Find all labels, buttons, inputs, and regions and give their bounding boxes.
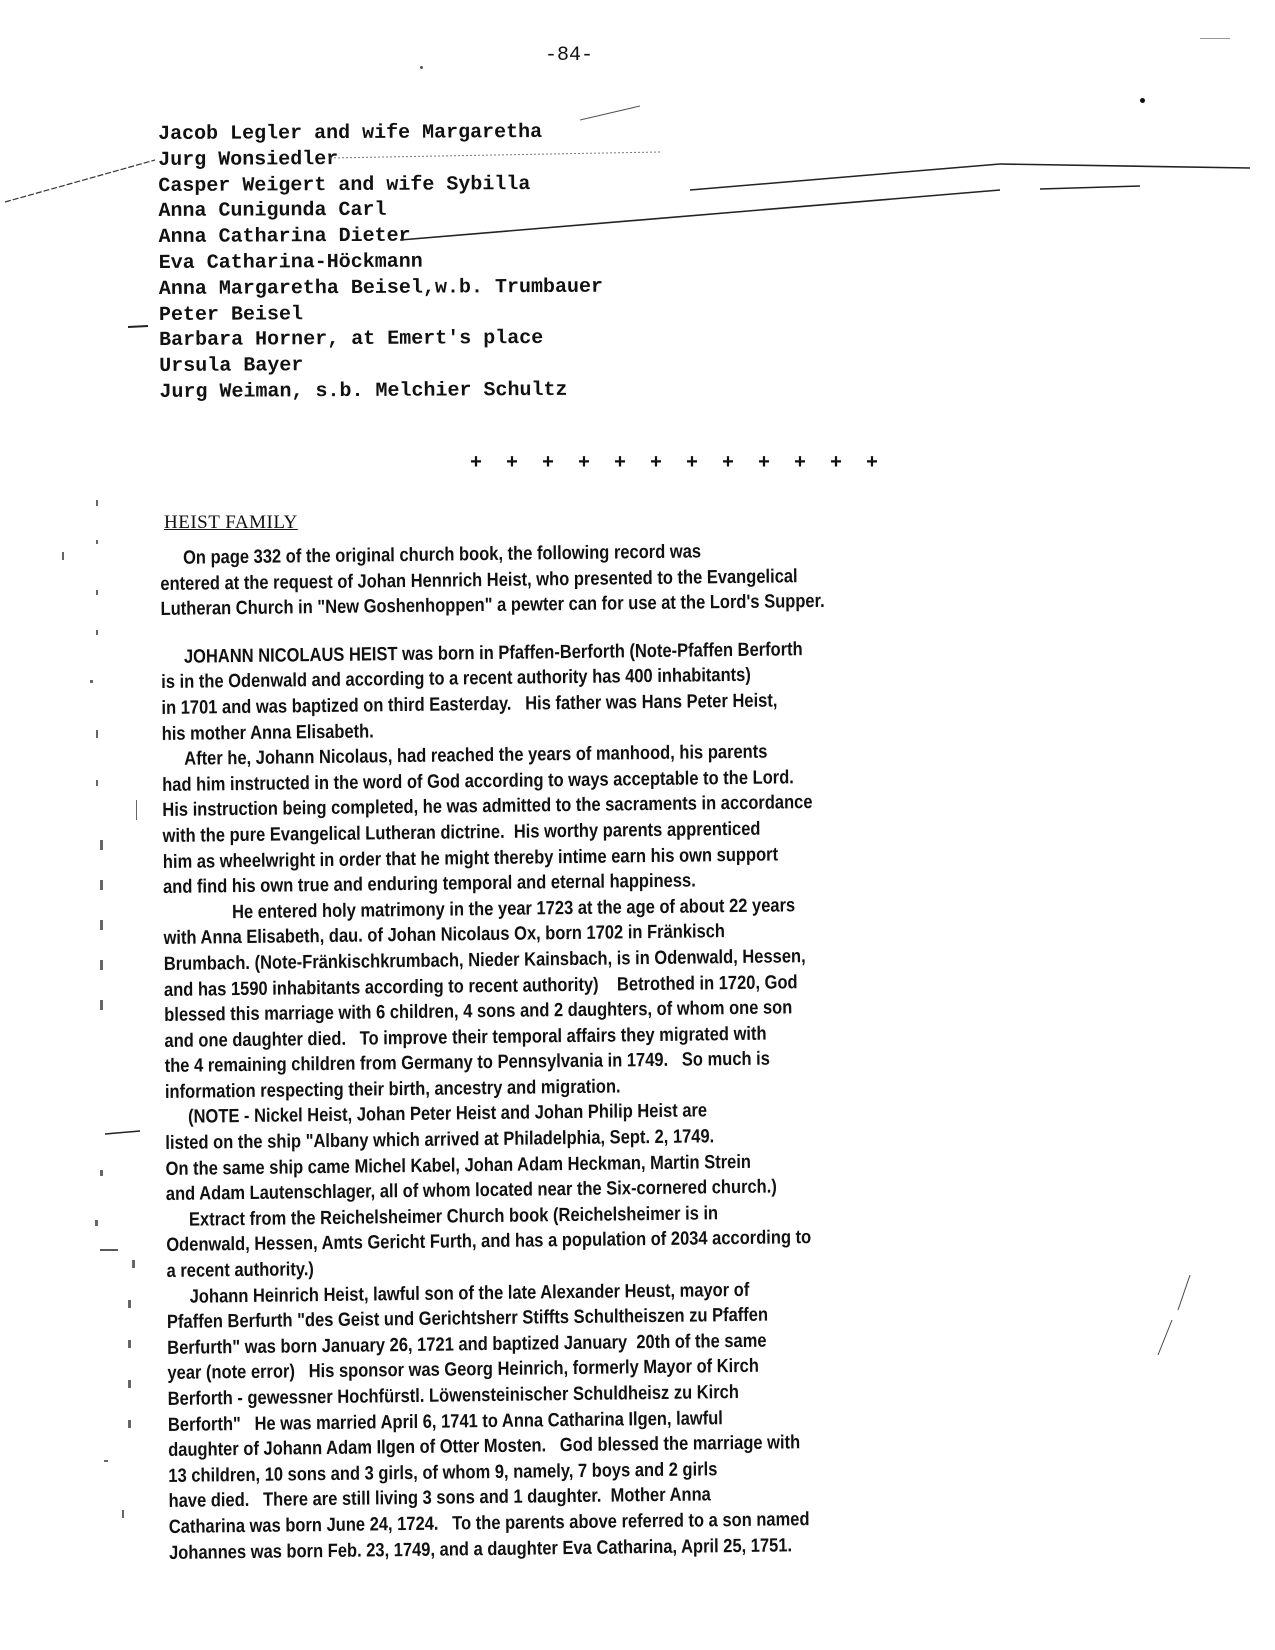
- page-number: -84-: [545, 44, 594, 67]
- scan-speck: [420, 66, 423, 69]
- text-line: and one daughter died. To improve their temporal affairs they migrated with: [164, 1023, 767, 1052]
- text-line: year (note error) His sponsor was Georg Heinrich, formerly Mayor of Kirch: [167, 1356, 759, 1385]
- name-entry: Eva Catharina-Höckmann: [158, 250, 423, 275]
- margin-artifacts: [0, 480, 160, 1580]
- text-line: 13 children, 10 sons and 3 girls, of whom 9, namely, 7 boys and 2 girls: [168, 1459, 718, 1487]
- scan-artifact-lines: [0, 90, 1275, 390]
- text-line: JOHANN NICOLAUS HEIST was born in Pfaffen-Berforth (Note-Pfaffen Berforth: [160, 638, 803, 668]
- text-line: and find his own true and enduring temporal and eternal happiness.: [162, 870, 696, 899]
- margin-speck: [95, 1220, 98, 1226]
- text-line: Extract from the Reichelsheimer Church book (Reichelsheimer is in: [165, 1203, 719, 1231]
- name-entry: Jurg Weiman, s.b. Melchier Schultz: [159, 378, 568, 404]
- scan-speck: [1140, 98, 1145, 103]
- name-entry: Anna Margaretha Beisel,w.b. Trumbauer: [158, 275, 604, 301]
- text-line: with Anna Elisabeth, dau. of Johan Nicolaus Ox, born 1702 in Fränkisch: [163, 921, 726, 950]
- text-line: Johannes was born Feb. 23, 1749, and a daughter Eva Catharina, April 25, 1751.: [168, 1534, 793, 1564]
- text-line: (NOTE - Nickel Heist, Johan Peter Heist and Johan Philip Heist are: [165, 1100, 708, 1129]
- margin-dash: [105, 1131, 140, 1134]
- text-line: Berforth - gewessner Hochfürstl. Löwensteinischer Schuldheisz zu Kirch: [167, 1381, 739, 1410]
- margin-speck: [90, 680, 93, 683]
- name-entry: Anna Catharina Dieter: [158, 224, 411, 250]
- margin-speck: [96, 630, 98, 635]
- name-entry: Casper Weigert and wife Sybilla: [158, 172, 531, 198]
- margin-speck: [128, 1420, 131, 1428]
- scan-line: [128, 326, 148, 327]
- scan-mark: [1200, 38, 1230, 39]
- margin-speck: [104, 1460, 108, 1462]
- margin-speck: [96, 590, 98, 595]
- text-line: have died. There are still living 3 sons and 1 daughter. Mother Anna: [168, 1484, 711, 1513]
- margin-speck: [100, 840, 103, 850]
- text-line: He entered holy matrimony in the year 1723 at the age of about 22 years: [163, 895, 796, 924]
- text-line: listed on the ship "Albany which arrived at Philadelphia, Sept. 2, 1749.: [165, 1126, 715, 1155]
- margin-speck: [96, 500, 98, 506]
- scan-stroke: [1178, 1275, 1190, 1310]
- text-line: Lutheran Church in "New Goshenhoppen" a pewter can for use at the Lord's Supper.: [160, 591, 825, 621]
- text-line: is in the Odenwald and according to a recent authority has 400 inhabitants): [161, 665, 751, 694]
- text-line: him as wheelwright in order that he might thereby intime earn his own support: [162, 844, 779, 873]
- text-line: Pfaffen Berfurth "des Geist und Gerichtsherr Stiffts Schultheiszen zu Pfaffen: [166, 1304, 769, 1334]
- scan-line: [1040, 186, 1140, 189]
- margin-speck: [136, 800, 137, 820]
- name-entry: Peter Beisel: [158, 302, 304, 327]
- text-line: Johann Heinrich Heist, lawful son of the late Alexander Heust, mayor of: [166, 1279, 750, 1308]
- margin-speck: [100, 880, 103, 890]
- scan-line: [690, 164, 1000, 190]
- body-text: [160, 535, 1064, 1566]
- section-title: HEIST FAMILY: [164, 512, 298, 533]
- text-line: daughter of Johann Adam Ilgen of Otter Mosten. God blessed the marriage with: [168, 1432, 801, 1462]
- scan-line: [400, 190, 1000, 240]
- margin-speck: [122, 1510, 124, 1518]
- scan-line: [5, 160, 155, 202]
- name-entry: Barbara Horner, at Emert's place: [159, 327, 544, 353]
- text-line: a recent authority.): [166, 1259, 314, 1282]
- scan-line: [1000, 164, 1250, 168]
- margin-speck: [128, 1340, 131, 1348]
- margin-speck: [100, 960, 103, 970]
- margin-speck: [96, 730, 98, 738]
- name-entry: Ursula Bayer: [159, 354, 304, 379]
- margin-speck: [128, 1380, 131, 1388]
- right-artifacts: [1150, 1270, 1210, 1390]
- text-line: had him instructed in the word of God according to ways acceptable to the Lord.: [162, 767, 794, 796]
- text-line: information respecting their birth, ancestry and migration.: [164, 1076, 621, 1103]
- text-line: Odenwald, Hessen, Amts Gericht Furth, and has a population of 2034 according to: [166, 1227, 812, 1257]
- text-line: the 4 remaining children from Germany to Pennsylvania in 1749. So much is: [164, 1048, 770, 1078]
- text-line: his mother Anna Elisabeth.: [161, 720, 374, 745]
- scan-stroke: [1158, 1320, 1172, 1355]
- text-line: Berforth" He was married April 6, 1741 to Anna Catharina Ilgen, lawful: [167, 1407, 723, 1436]
- text-line: entered at the request of Johan Hennrich Heist, who presented to the Evangelical: [160, 565, 798, 595]
- scan-line: [580, 106, 640, 120]
- margin-speck: [96, 780, 98, 786]
- text-line: Brumbach. (Note-Fränkischkrumbach, Nieder Kainsbach, is in Odenwald, Hessen,: [163, 946, 806, 975]
- margin-speck: [62, 552, 64, 560]
- text-line: blessed this marriage with 6 children, 4 sons and 2 daughters, of whom one son: [164, 997, 793, 1027]
- margin-speck: [132, 1260, 135, 1268]
- margin-speck: [96, 540, 98, 544]
- text-line: with the pure Evangelical Lutheran dictrine. His worthy parents apprenticed: [162, 818, 761, 847]
- text-line: His instruction being completed, he was admitted to the sacraments in accordance: [162, 792, 813, 822]
- text-line: in 1701 and was baptized on third Easterday. His father was Hans Peter Heist,: [161, 690, 778, 719]
- name-entry: Jurg Wonsiedler: [158, 147, 339, 172]
- text-line: On page 332 of the original church book, the following record was: [160, 541, 702, 569]
- text-line: Berfurth" was born January 26, 1721 and baptized January 20th of the same: [167, 1330, 767, 1359]
- margin-speck: [128, 1300, 131, 1308]
- text-line: and Adam Lautenschlager, all of whom located near the Six-cornered church.): [165, 1176, 777, 1206]
- section-separator: + + + + + + + + + + + +: [470, 452, 885, 475]
- margin-speck: [100, 1170, 103, 1176]
- text-line: On the same ship came Michel Kabel, Johan Adam Heckman, Martin Strein: [165, 1151, 752, 1180]
- margin-speck: [100, 920, 103, 930]
- text-line: and has 1590 inhabitants according to recent authority) Betrothed in 1720, God: [163, 971, 798, 1001]
- margin-speck: [100, 1000, 103, 1010]
- scan-line: [330, 152, 660, 158]
- name-entry: Jacob Legler and wife Margaretha: [158, 120, 543, 146]
- text-line: After he, Johann Nicolaus, had reached the years of manhood, his parents: [161, 741, 768, 771]
- text-line: Catharina was born June 24, 1724. To the parents above referred to a son named: [168, 1509, 810, 1538]
- name-entry: Anna Cunigunda Carl: [158, 199, 387, 224]
